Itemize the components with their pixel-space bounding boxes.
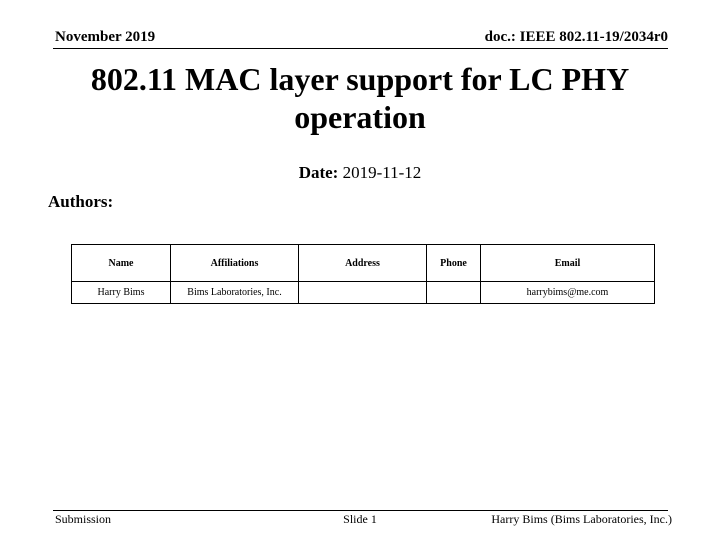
cell-name: Harry Bims — [72, 282, 171, 304]
slide-date — [0, 163, 720, 183]
table-header-row — [72, 245, 655, 282]
slide-title-line-2: operation — [294, 99, 426, 135]
slide-title-line-1: 802.11 MAC layer support for LC PHY — [90, 61, 630, 97]
cell-affiliation: Bims Laboratories, Inc. — [171, 282, 299, 304]
footer-submission: Submission — [55, 512, 112, 526]
column-header-phone: Phone — [427, 245, 481, 282]
footer-slide-number: Slide 1 — [343, 512, 377, 526]
header-rule — [53, 48, 668, 49]
footer-rule — [53, 510, 668, 511]
column-header-email: Email — [481, 245, 655, 282]
date-value: 2019-11-12 — [342, 163, 422, 182]
authors-table — [71, 244, 655, 304]
date-label: Date: — [298, 163, 339, 182]
column-header-affiliations: Affiliations — [171, 245, 299, 282]
cell-phone — [427, 282, 481, 304]
column-header-name: Name — [72, 245, 171, 282]
cell-address — [299, 282, 427, 304]
footer-author: Harry Bims (Bims Laboratories, Inc.) — [491, 512, 672, 526]
slide-title — [40, 60, 680, 136]
cell-email: harrybims@me.com — [481, 282, 655, 304]
header-doc-id: doc.: IEEE 802.11-19/2034r0 — [484, 29, 668, 45]
authors-heading: Authors: — [48, 192, 114, 211]
column-header-address: Address — [299, 245, 427, 282]
header-date: November 2019 — [55, 29, 156, 45]
table-row — [72, 282, 655, 304]
